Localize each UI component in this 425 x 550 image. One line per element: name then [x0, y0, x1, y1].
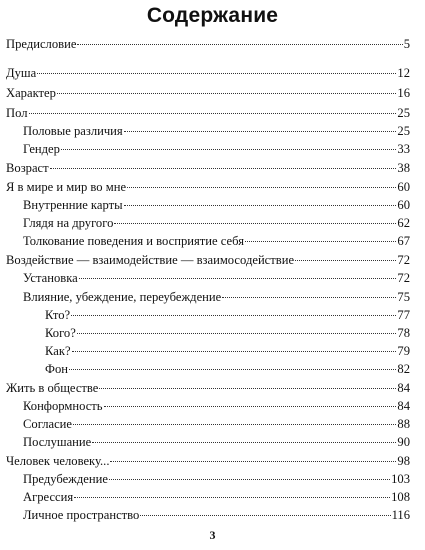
dot-leader: [104, 406, 397, 407]
dot-leader: [127, 187, 396, 188]
toc-entry-me-in-world[interactable]: [6, 180, 410, 195]
toc-entry-how[interactable]: [45, 344, 410, 359]
dot-leader: [140, 515, 390, 516]
toc-entry-label: Гендер: [23, 142, 60, 156]
dot-leader: [124, 131, 397, 132]
toc-entry-prejudice[interactable]: [23, 472, 410, 487]
toc-entry-page: 82: [397, 362, 410, 376]
dot-leader: [114, 223, 396, 224]
toc-entry-page: 67: [397, 234, 410, 248]
toc-entry-page: 62: [397, 216, 410, 230]
dot-leader: [71, 315, 396, 316]
toc-entry-page: 84: [397, 399, 410, 413]
dot-leader: [77, 333, 397, 334]
toc-entry-age[interactable]: [6, 161, 410, 176]
toc-entry-soul[interactable]: [6, 66, 410, 81]
toc-entry-page: 25: [397, 106, 410, 120]
toc-entry-page: 90: [397, 435, 410, 449]
toc-entry-living-in-society[interactable]: [6, 381, 410, 396]
toc-entry-page: 84: [397, 381, 410, 395]
toc-entry-label: Установка: [23, 271, 78, 285]
dot-leader: [110, 461, 396, 462]
toc-entry-label: Воздействие — взаимодействие — взаимосодействие: [6, 253, 295, 267]
toc-entry-label: Человек человеку...: [6, 454, 110, 468]
toc-entry-label: Толкование поведения и восприятие себя: [23, 234, 244, 248]
dot-leader: [29, 113, 397, 114]
dot-leader: [79, 278, 397, 279]
toc-entry-page: 33: [397, 142, 410, 156]
toc-entry-label: Внутренние карты: [23, 198, 123, 212]
toc-entry-label: Личное пространство: [23, 508, 140, 522]
toc-entry-label: Душа: [6, 66, 37, 80]
dot-leader: [57, 93, 396, 94]
toc-entry-character[interactable]: [6, 86, 410, 101]
toc-entry-page: 72: [397, 271, 410, 285]
toc-entry-page: 103: [391, 472, 410, 486]
toc-entry-page: 5: [403, 37, 410, 51]
toc-entry-preface[interactable]: [6, 37, 410, 52]
dot-leader: [77, 44, 402, 45]
toc-entry-background[interactable]: [45, 362, 410, 377]
dot-leader: [61, 149, 396, 150]
toc-entry-label: Согласие: [23, 417, 73, 431]
toc-entry-persuasion[interactable]: [23, 290, 410, 305]
toc-entry-page: 78: [397, 326, 410, 340]
toc-entry-behavior-interpretation[interactable]: [23, 234, 410, 249]
toc-entry-label: Предубеждение: [23, 472, 108, 486]
toc-entry-influence[interactable]: [6, 253, 410, 268]
toc-entry-page: 60: [397, 180, 410, 194]
toc-entry-agreement[interactable]: [23, 417, 410, 432]
toc-entry-label: Глядя на другого: [23, 216, 114, 230]
toc-entry-label: Как?: [45, 344, 71, 358]
toc-entry-page: 77: [397, 308, 410, 322]
toc-entry-looking-at-other[interactable]: [23, 216, 410, 231]
toc-entry-whom[interactable]: [45, 326, 410, 341]
dot-leader: [222, 297, 396, 298]
toc-entry-label: Агрессия: [23, 490, 74, 504]
toc-entry-man-to-man[interactable]: [6, 454, 410, 469]
toc-entry-page: 108: [391, 490, 410, 504]
toc-entry-page: 88: [397, 417, 410, 431]
toc-entry-page: 72: [397, 253, 410, 267]
dot-leader: [109, 479, 390, 480]
toc-entry-label: Жить в обществе: [6, 381, 99, 395]
toc-entry-label: Послушание: [23, 435, 92, 449]
dot-leader: [92, 442, 396, 443]
toc-entry-page: 116: [391, 508, 410, 522]
toc-entry-label: Кто?: [45, 308, 71, 322]
toc-entry-page: 38: [397, 161, 410, 175]
toc-entry-label: Предисловие: [6, 37, 77, 51]
toc-entry-label: Влияние, убеждение, переубеждение: [23, 290, 222, 304]
dot-leader: [72, 351, 397, 352]
dot-leader: [124, 205, 397, 206]
dot-leader: [99, 388, 396, 389]
toc-entry-page: 98: [397, 454, 410, 468]
toc-entry-sex-differences[interactable]: [23, 124, 410, 139]
toc-entry-page: 60: [397, 198, 410, 212]
toc-entry-label: Характер: [6, 86, 56, 100]
toc-entry-label: Пол: [6, 106, 28, 120]
toc-entry-sex[interactable]: [6, 106, 410, 121]
dot-leader: [295, 260, 396, 261]
toc-entry-obedience[interactable]: [23, 435, 410, 450]
dot-leader: [74, 497, 390, 498]
page-title: Содержание: [146, 4, 279, 27]
toc-entry-inner-maps[interactable]: [23, 198, 410, 213]
dot-leader: [245, 241, 396, 242]
toc-entry-label: Конформность: [23, 399, 103, 413]
toc-entry-label: Кого?: [45, 326, 76, 340]
toc-entry-label: Возраст: [6, 161, 49, 175]
toc-entry-personal-space[interactable]: [23, 508, 410, 523]
dot-leader: [69, 369, 396, 370]
toc-entry-page: 16: [397, 86, 410, 100]
dot-leader: [37, 73, 396, 74]
page-number: 3: [209, 528, 216, 542]
toc-entry-gender[interactable]: [23, 142, 410, 157]
toc-entry-aggression[interactable]: [23, 490, 410, 505]
dot-leader: [50, 168, 397, 169]
toc-entry-label: Я в мире и мир во мне: [6, 180, 127, 194]
toc-entry-label: Половые различия: [23, 124, 123, 138]
toc-entry-who[interactable]: [45, 308, 410, 323]
toc-entry-page: 75: [397, 290, 410, 304]
toc-entry-page: 79: [397, 344, 410, 358]
toc-entry-label: Фон: [45, 362, 68, 376]
toc-entry-attitude[interactable]: [23, 271, 410, 286]
dot-leader: [73, 424, 396, 425]
toc-entry-conformity[interactable]: [23, 399, 410, 414]
toc-entry-page: 25: [397, 124, 410, 138]
toc-entry-page: 12: [397, 66, 410, 80]
